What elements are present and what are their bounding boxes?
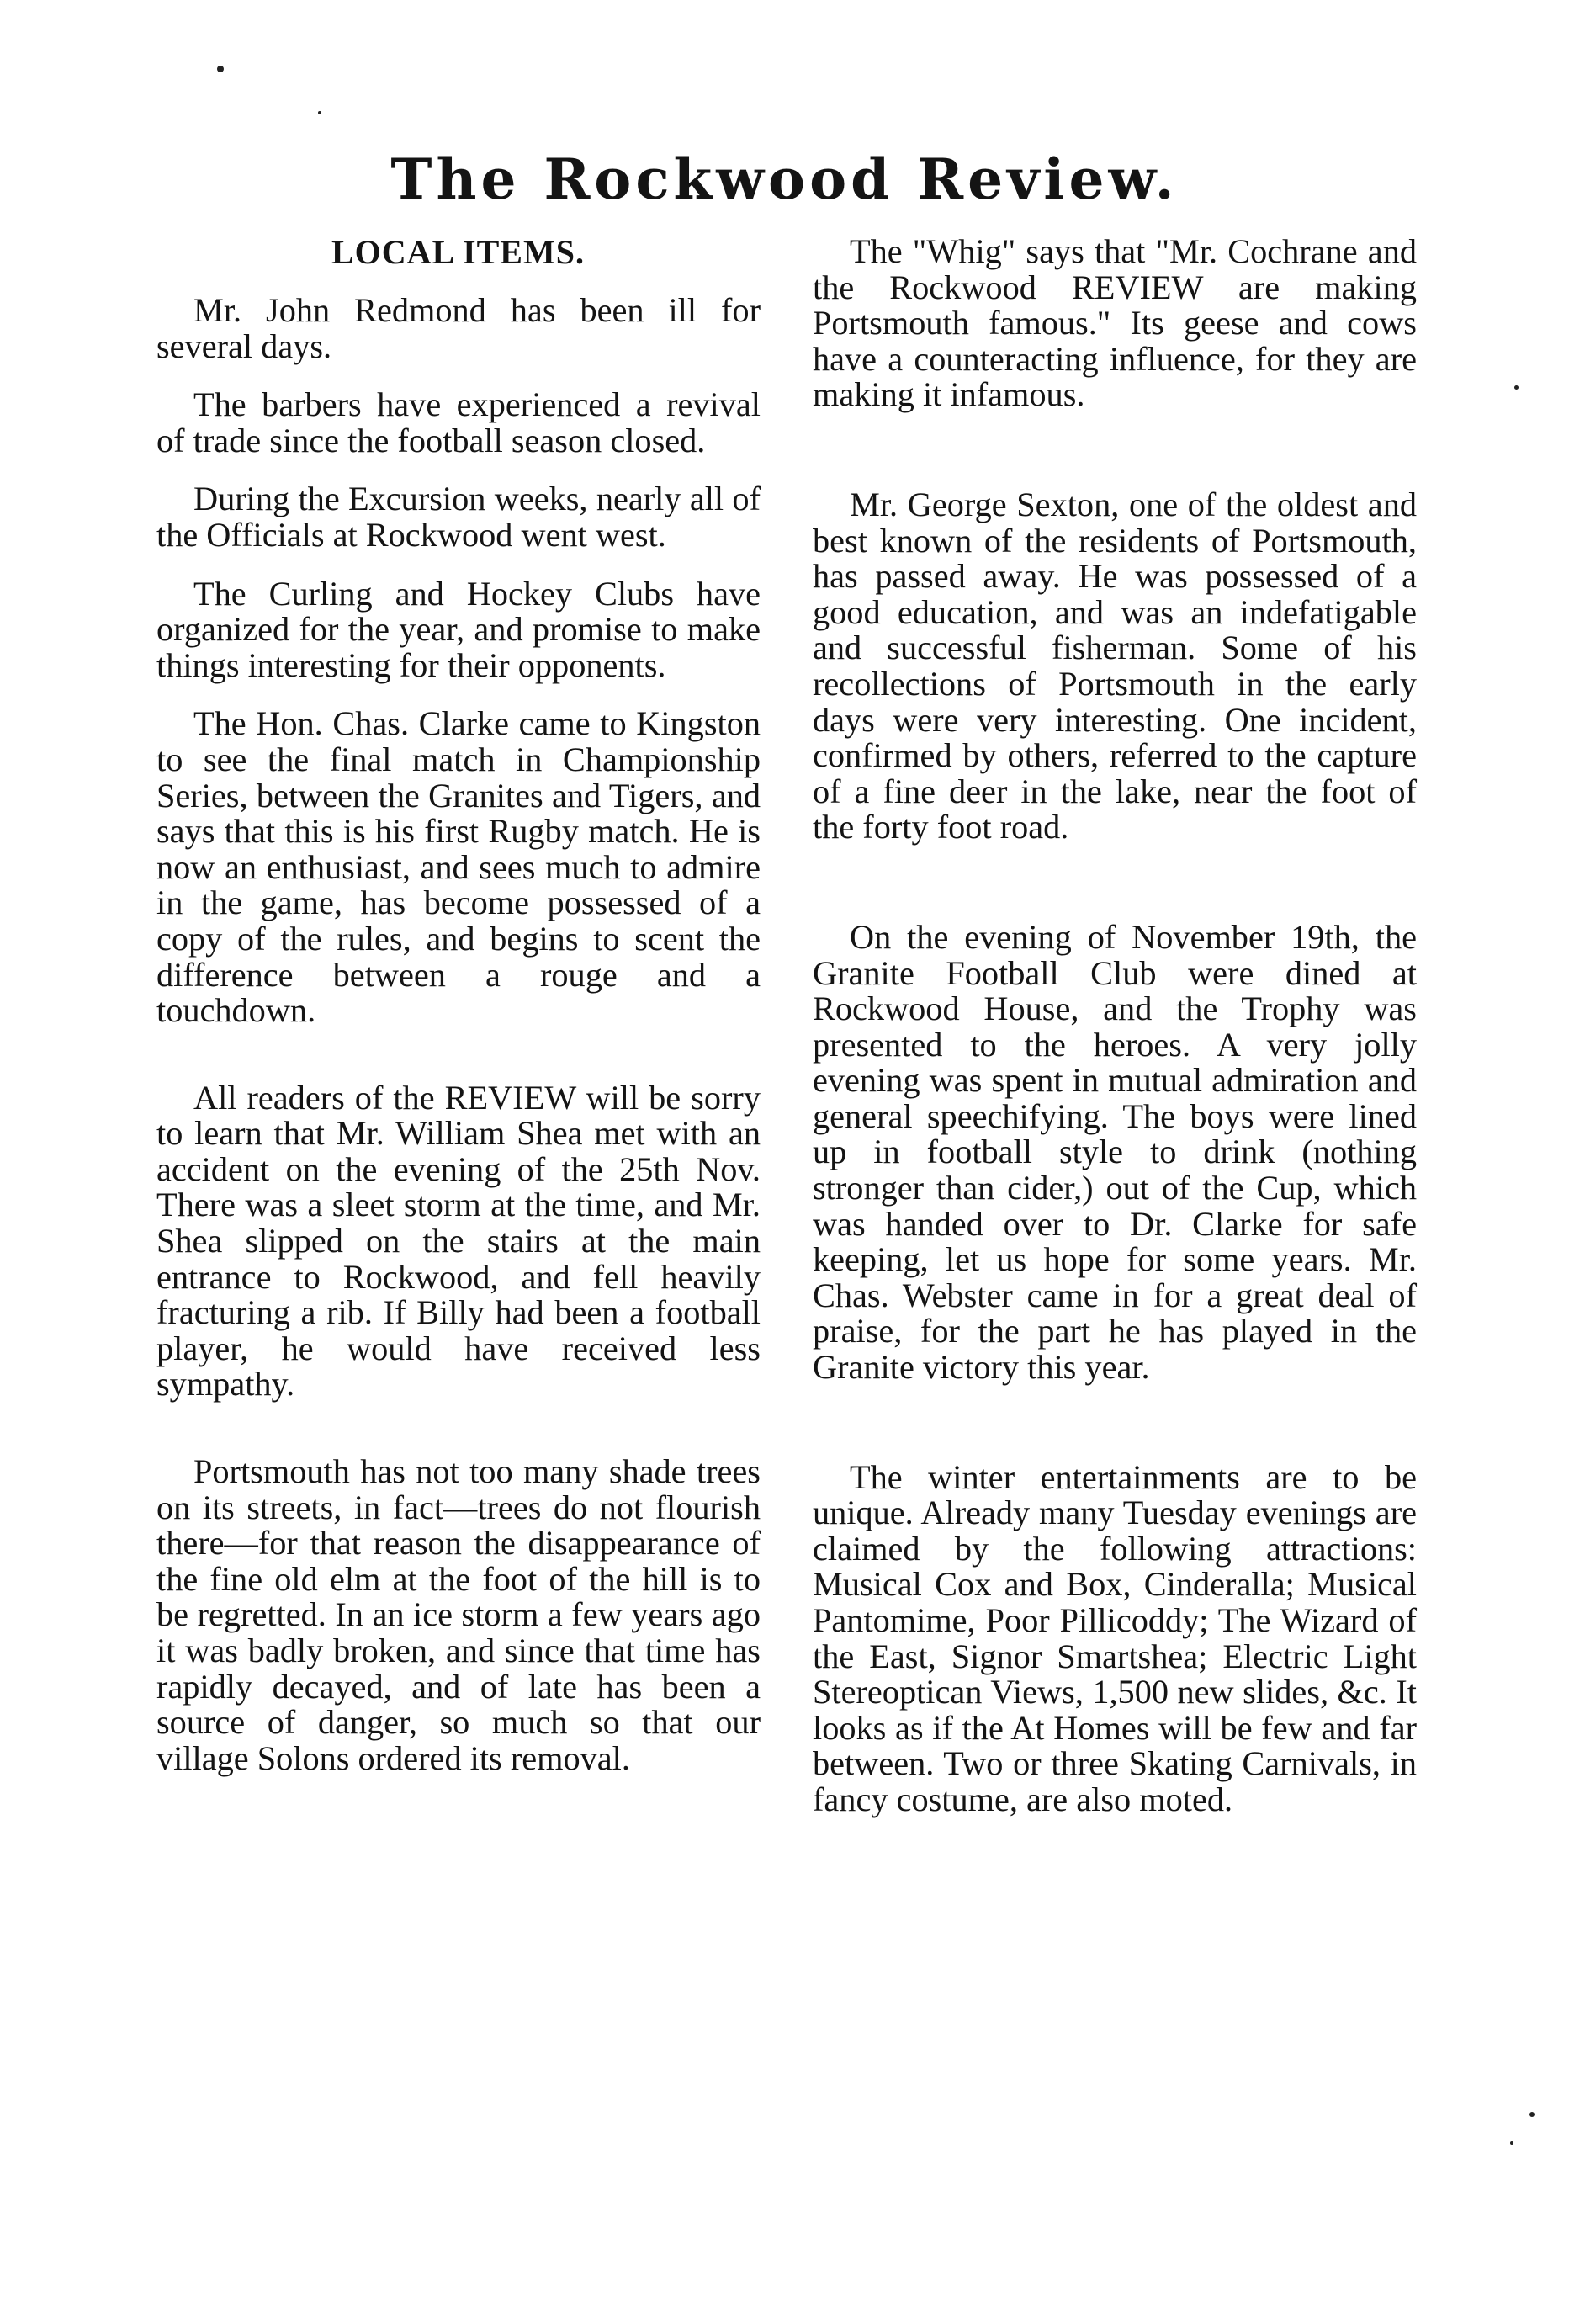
print-speck [1529,2112,1535,2117]
print-speck [1510,2141,1513,2145]
news-item: Portsmouth has not too many shade trees on its streets, in fact—trees do not flourish there—for that reason the disappearance of the fine old elm at the foot of the hill is to be regretted. In an ice storm a few years ago it was badly broken, and since that time has rapidly decayed, and of late has been a source of danger, so much so that our village Solons ordered its removal. [156,1452,761,1777]
masthead-title: The Rockwood Review. [390,146,1179,212]
print-speck [1514,385,1519,390]
news-item: Mr. John Redmond has been ill for several days. [156,291,761,365]
news-item: On the evening of November 19th, the Granite Football Club were dined at Rockwood House, and the Trophy was presented to the heroes. A very jolly evening was spent in mutual admiration and general speechifying. The boys were lined up in football style to drink (nothing stronger than cider,) out of the Cup, which was handed over to Dr. Clarke for safe keeping, let us hope for some years. Mr. Chas. Webster came in for a great deal of praise, for the part he has played in the Granite victory this year. [813,917,1417,1387]
section-heading: LOCAL ITEMS. [331,233,585,271]
left-column [156,234,761,1776]
news-item: The Curling and Hockey Clubs have organized for the year, and promise to make things interesting for their opponents. [156,574,761,684]
news-item: The barbers have experienced a revival of trade since the football season closed. [156,385,761,459]
print-speck [318,111,321,114]
print-speck [217,66,224,72]
news-item: All readers of the REVIEW will be sorry to learn that Mr. William Shea met with an accident on the evening of the 25th Nov. There was a sleet storm at the time, and Mr. Shea slipped on the stairs at the main entrance to Rockwood, and fell heavily fracturing a rib. If Billy had been a football player, he would have received less sympathy. [156,1078,761,1403]
right-column [813,234,1417,1818]
news-item: The winter entertainments are to be unique. Already many Tuesday evenings are claimed by the following attractions: Musical Cox and Box, Cinderalla; Musical Pantomime, Poor Pillicoddy; The Wizard of the East, Signor Smartshea; Electric Light Stereoptican Views, 1,500 new slides, &c. It looks as if the At Homes will be few and far between. Two or three Skating Carnivals, in fancy costume, are also moted. [813,1457,1417,1818]
news-item: The "Whig" says that "Mr. Cochrane and the Rockwood REVIEW are making Portsmouth famous." Its geese and cows have a counteracting influence, for they are making it infamous. [813,232,1417,414]
news-item: During the Excursion weeks, nearly all of the Officials at Rockwood went west. [156,480,761,554]
news-item: The Hon. Chas. Clarke came to Kingston to see the final match in Championship Series, between the Granites and Tigers, and says that this is his first Rugby match. He is now an enthusiast, and sees much to admire in the game, has become possessed of a copy of the rules, and begins to scent the difference between a rouge and a touchdown. [156,704,761,1030]
news-item: Mr. George Sexton, one of the oldest and best known of the residents of Portsmouth, has passed away. He was possessed of a good education, and was an indefatigable and successful fisherman. Some of his recollections of Portsmouth in the early days were very interesting. One incident, confirmed by others, referred to the capture of a fine deer in the lake, near the foot of the forty foot road. [813,485,1417,846]
